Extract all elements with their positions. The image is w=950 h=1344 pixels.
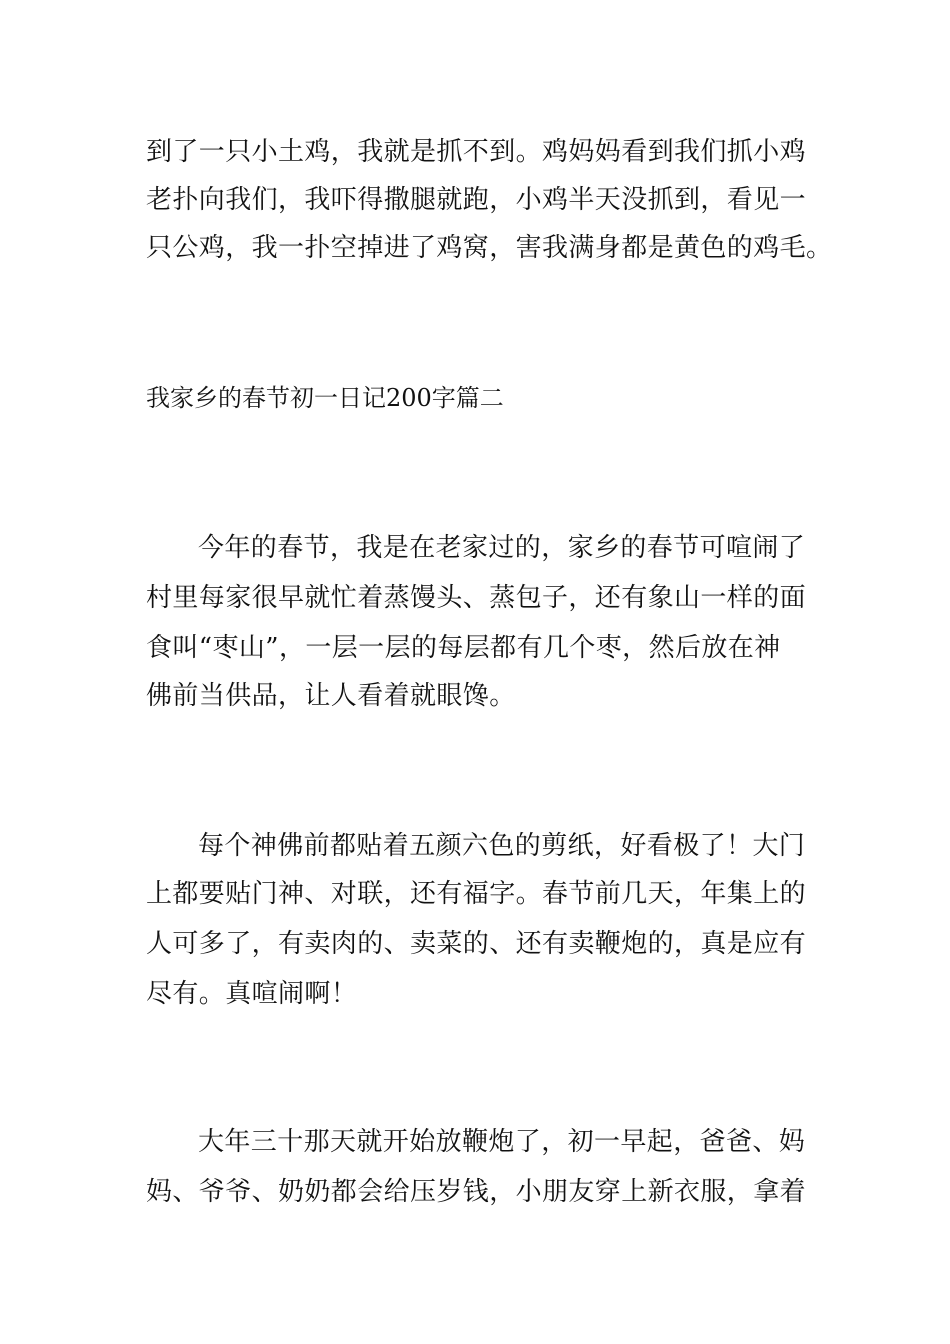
text-line: 今年的春节，我是在老家过的，家乡的春节可喧闹了 [198,533,806,563]
text-line: 尽有。真喧闹啊！ [146,979,358,1009]
text-line: 食叫“枣山”，一层一层的每层都有几个枣，然后放在神 [146,633,781,663]
section-heading: 我家乡的春节初一日记200字篇二 [146,384,504,412]
text-line: 大年三十那天就开始放鞭炮了，初一早起，爸爸、妈 [198,1127,806,1157]
text-line: 村里每家很早就忙着蒸馒头、蒸包子，还有象山一样的面 [146,583,807,613]
text-line: 佛前当供品，让人看着就眼馋。 [146,681,516,711]
text-line: 到了一只小土鸡，我就是抓不到。鸡妈妈看到我们抓小鸡 [146,137,807,167]
text-line: 人可多了，有卖肉的、卖菜的、还有卖鞭炮的，真是应有 [146,929,807,959]
text-line: 每个神佛前都贴着五颜六色的剪纸，好看极了！大门 [198,831,806,861]
text-line: 老扑向我们，我吓得撒腿就跑，小鸡半天没抓到，看见一 [146,185,807,215]
text-line: 只公鸡，我一扑空掉进了鸡窝，害我满身都是黄色的鸡毛。 [146,233,833,263]
text-line: 妈、爷爷、奶奶都会给压岁钱，小朋友穿上新衣服，拿着 [146,1177,807,1207]
text-line: 上都要贴门神、对联，还有福字。春节前几天，年集上的 [146,879,807,909]
